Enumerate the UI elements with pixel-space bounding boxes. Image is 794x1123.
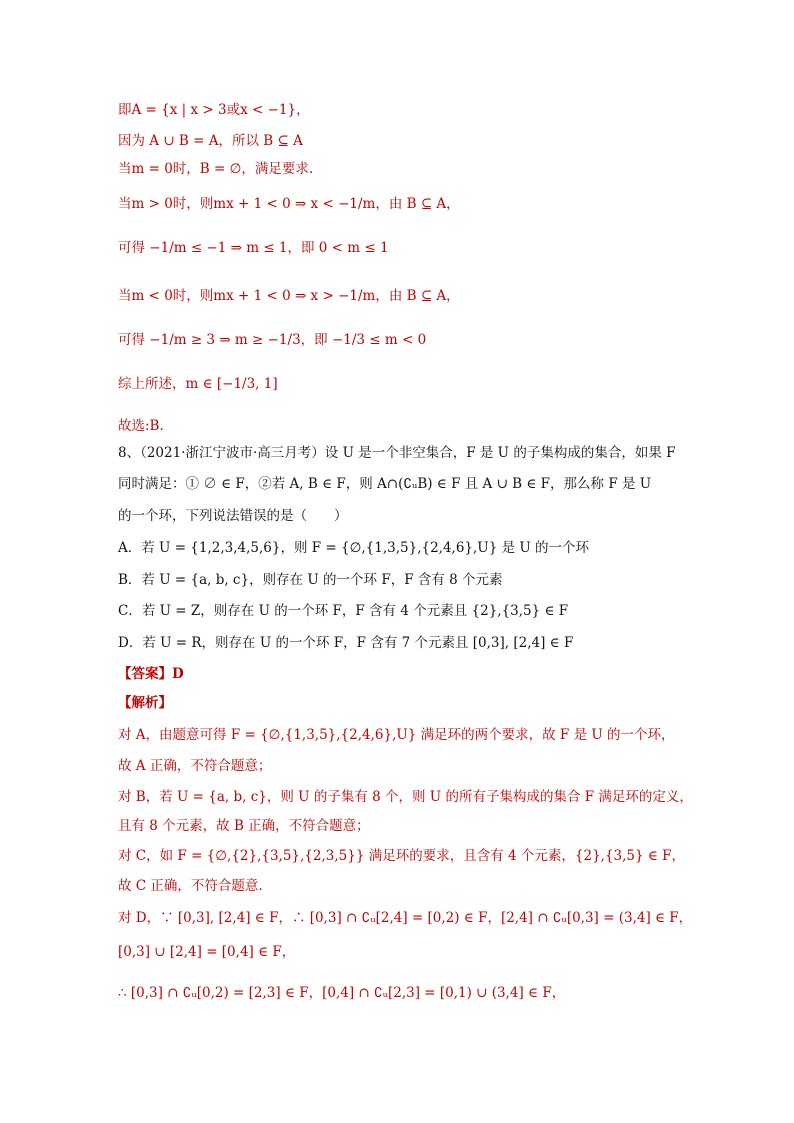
- analysis-line: 故 A 正确，不符合题意；: [118, 758, 272, 774]
- question-line: 同时满足：① ∅ ∈ F，②若 A, B ∈ F，则 A∩(∁ᵤB) ∈ F 且 A ∪ B ∈ F，那么称 F 是 U: [118, 476, 652, 492]
- answer-label: 【答案】D: [118, 666, 184, 682]
- solution-line: 综上所述，m ∈ [−1/3, 1]: [118, 376, 278, 392]
- analysis-line: 对 B，若 U = {a, b, c}，则 U 的子集有 8 个，则 U 的所有子集构成的集合 F 满足环的定义，: [118, 789, 693, 805]
- analysis-line: 对 D，∵ [0,3], [2,4] ∈ F，∴ [0,3] ∩ ∁ᵤ[2,4] = [0,2) ∈ F，[2,4] ∩ ∁ᵤ[0,3] = (3,4] ∈ F，: [118, 910, 693, 926]
- question-line: 的一个环，下列说法错误的是（ ）: [118, 508, 348, 524]
- option-c: C．若 U = Z，则存在 U 的一个环 F，F 含有 4 个元素且 {2},{3,5} ∈ F: [118, 603, 569, 619]
- analysis-line: ∴ [0,3] ∩ ∁ᵤ[0,2) = [2,3] ∈ F，[0,4] ∩ ∁ᵤ[2,3] = [0,1) ∪ (3,4] ∈ F，: [118, 985, 566, 1001]
- analysis-line: [0,3] ∪ [2,4] = [0,4] ∈ F，: [118, 944, 296, 960]
- solution-line: 即A = {x | x > 3或x < −1}，: [118, 102, 310, 118]
- option-d: D．若 U = R，则存在 U 的一个环 F，F 含有 7 个元素且 [0,3], [2,4] ∈ F: [118, 635, 574, 651]
- analysis-line: 且有 8 个元素，故 B 正确，不符合题意；: [118, 818, 370, 834]
- analysis-line: 对 A，由题意可得 F = {∅,{1,3,5},{2,4,6},U} 满足环的两个要求，故 F 是 U 的一个环，: [118, 727, 675, 743]
- solution-line: 故选:B.: [118, 418, 164, 434]
- option-a: A．若 U = {1,2,3,4,5,6}，则 F = {∅,{1,3,5},{2,4,6},U} 是 U 的一个环: [118, 540, 590, 556]
- solution-line: 因为 A ∪ B = A，所以 B ⊆ A: [118, 133, 303, 149]
- question-line: 8、（2021·浙江宁波市·高三月考）设 U 是一个非空集合，F 是 U 的子集构成的集合，如果 F: [118, 445, 676, 461]
- solution-line: 当m = 0时，B = ∅，满足要求.: [118, 161, 314, 177]
- analysis-line: 对 C，如 F = {∅,{2},{3,5},{2,3,5}} 满足环的要求，且含有 4 个元素，{2},{3,5} ∈ F，: [118, 848, 686, 864]
- solution-line: 可得 −1/m ≥ 3 ⇒ m ≥ −1/3，即 −1/3 ≤ m < 0: [118, 332, 427, 348]
- option-b: B．若 U = {a, b, c}，则存在 U 的一个环 F，F 含有 8 个元素: [118, 572, 503, 588]
- solution-line: 当m > 0时，则mx + 1 < 0 ⇒ x < −1/m，由 B ⊆ A，: [118, 196, 460, 212]
- analysis-line: 故 C 正确，不符合题意.: [118, 878, 263, 894]
- analysis-label: 【解析】: [118, 695, 172, 711]
- solution-line: 可得 −1/m ≤ −1 ⇒ m ≤ 1，即 0 < m ≤ 1: [118, 240, 389, 256]
- solution-line: 当m < 0时，则mx + 1 < 0 ⇒ x > −1/m，由 B ⊆ A，: [118, 288, 460, 304]
